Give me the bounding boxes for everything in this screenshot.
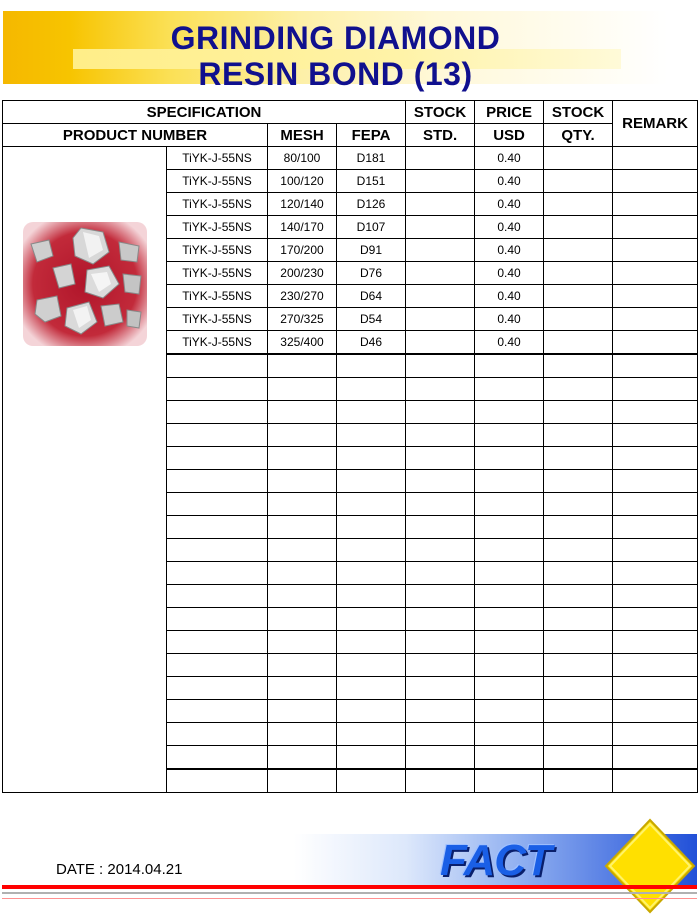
cell-price: [475, 493, 544, 516]
cell-remark: [613, 654, 698, 677]
cell-stock-std: [406, 331, 475, 355]
cell-remark: [613, 147, 698, 170]
footer-gray-rule: [2, 892, 697, 894]
cell-fepa: [337, 539, 406, 562]
title-banner: [3, 11, 668, 92]
cell-mesh: 325/400: [268, 331, 337, 355]
cell-stock-qty: [544, 354, 613, 378]
cell-stock-qty: [544, 378, 613, 401]
cell-product: [167, 424, 268, 447]
cell-stock-std: [406, 493, 475, 516]
page-title-line-2: RESIN BOND (13): [198, 56, 473, 92]
cell-remark: [613, 193, 698, 216]
cell-product: [167, 769, 268, 793]
header-stock-std-bottom: STD.: [406, 124, 475, 147]
cell-stock-qty: [544, 654, 613, 677]
cell-product: TiYK-J-55NS: [167, 262, 268, 285]
cell-remark: [613, 493, 698, 516]
yellow-diamond-logo-icon: [604, 818, 696, 914]
cell-fepa: [337, 493, 406, 516]
cell-price: 0.40: [475, 239, 544, 262]
header-product-number: PRODUCT NUMBER: [3, 124, 268, 147]
cell-fepa: D64: [337, 285, 406, 308]
cell-product: TiYK-J-55NS: [167, 239, 268, 262]
cell-stock-std: [406, 631, 475, 654]
cell-stock-qty: [544, 447, 613, 470]
cell-price: 0.40: [475, 147, 544, 170]
date-label: DATE : 2014.04.21: [56, 861, 183, 878]
cell-fepa: [337, 516, 406, 539]
cell-price: 0.40: [475, 331, 544, 355]
cell-stock-qty: [544, 585, 613, 608]
cell-price: [475, 378, 544, 401]
cell-price: [475, 608, 544, 631]
cell-price: [475, 677, 544, 700]
cell-remark: [613, 723, 698, 746]
product-photo-cell: [3, 147, 167, 793]
cell-remark: [613, 677, 698, 700]
cell-product: TiYK-J-55NS: [167, 147, 268, 170]
cell-mesh: [268, 539, 337, 562]
cell-product: [167, 470, 268, 493]
cell-price: [475, 631, 544, 654]
cell-fepa: [337, 631, 406, 654]
cell-remark: [613, 170, 698, 193]
cell-stock-qty: [544, 493, 613, 516]
cell-remark: [613, 216, 698, 239]
cell-price: [475, 562, 544, 585]
cell-stock-qty: [544, 308, 613, 331]
cell-stock-qty: [544, 401, 613, 424]
header-price-top: PRICE: [475, 101, 544, 124]
cell-mesh: [268, 631, 337, 654]
cell-mesh: [268, 493, 337, 516]
header-specification: SPECIFICATION: [3, 101, 406, 124]
cell-product: [167, 539, 268, 562]
cell-fepa: D151: [337, 170, 406, 193]
cell-stock-std: [406, 239, 475, 262]
cell-stock-std: [406, 700, 475, 723]
cell-remark: [613, 631, 698, 654]
cell-price: [475, 447, 544, 470]
cell-product: TiYK-J-55NS: [167, 193, 268, 216]
cell-price: [475, 539, 544, 562]
cell-mesh: 270/325: [268, 308, 337, 331]
cell-mesh: [268, 562, 337, 585]
cell-remark: [613, 331, 698, 355]
cell-stock-std: [406, 285, 475, 308]
cell-fepa: [337, 470, 406, 493]
cell-stock-std: [406, 516, 475, 539]
cell-fepa: D126: [337, 193, 406, 216]
cell-fepa: D107: [337, 216, 406, 239]
cell-stock-qty: [544, 746, 613, 770]
cell-mesh: [268, 354, 337, 378]
cell-product: [167, 654, 268, 677]
cell-mesh: [268, 769, 337, 793]
cell-product: [167, 677, 268, 700]
cell-product: [167, 631, 268, 654]
cell-price: [475, 470, 544, 493]
cell-product: [167, 746, 268, 770]
cell-stock-qty: [544, 147, 613, 170]
cell-stock-std: [406, 216, 475, 239]
cell-product: TiYK-J-55NS: [167, 285, 268, 308]
cell-stock-std: [406, 562, 475, 585]
header-remark: REMARK: [613, 101, 698, 147]
cell-fepa: [337, 424, 406, 447]
cell-mesh: 80/100: [268, 147, 337, 170]
header-mesh: MESH: [268, 124, 337, 147]
cell-stock-std: [406, 262, 475, 285]
cell-fepa: [337, 401, 406, 424]
cell-stock-std: [406, 447, 475, 470]
cell-stock-qty: [544, 262, 613, 285]
cell-stock-std: [406, 193, 475, 216]
cell-price: [475, 746, 544, 770]
cell-mesh: [268, 677, 337, 700]
cell-product: [167, 608, 268, 631]
cell-price: [475, 654, 544, 677]
cell-mesh: 230/270: [268, 285, 337, 308]
cell-stock-qty: [544, 516, 613, 539]
cell-fepa: [337, 562, 406, 585]
cell-stock-std: [406, 585, 475, 608]
header-price-bottom: USD: [475, 124, 544, 147]
diamond-crystals-photo: [23, 222, 147, 346]
cell-remark: [613, 769, 698, 793]
cell-price: [475, 769, 544, 793]
cell-product: TiYK-J-55NS: [167, 170, 268, 193]
cell-product: [167, 723, 268, 746]
cell-price: 0.40: [475, 216, 544, 239]
specification-table: [2, 100, 698, 793]
cell-remark: [613, 308, 698, 331]
cell-remark: [613, 447, 698, 470]
cell-price: [475, 516, 544, 539]
cell-price: [475, 424, 544, 447]
cell-mesh: 120/140: [268, 193, 337, 216]
cell-remark: [613, 470, 698, 493]
cell-stock-std: [406, 539, 475, 562]
cell-remark: [613, 378, 698, 401]
header-fepa: FEPA: [337, 124, 406, 147]
header-stock-std-top: STOCK: [406, 101, 475, 124]
cell-stock-std: [406, 746, 475, 770]
cell-remark: [613, 562, 698, 585]
cell-remark: [613, 401, 698, 424]
cell-remark: [613, 539, 698, 562]
cell-stock-qty: [544, 608, 613, 631]
cell-mesh: [268, 700, 337, 723]
cell-stock-qty: [544, 769, 613, 793]
cell-stock-qty: [544, 285, 613, 308]
cell-stock-std: [406, 470, 475, 493]
cell-product: TiYK-J-55NS: [167, 308, 268, 331]
cell-stock-std: [406, 354, 475, 378]
cell-price: [475, 354, 544, 378]
cell-stock-std: [406, 378, 475, 401]
cell-mesh: [268, 585, 337, 608]
cell-stock-qty: [544, 539, 613, 562]
cell-product: [167, 447, 268, 470]
cell-mesh: [268, 608, 337, 631]
cell-remark: [613, 239, 698, 262]
cell-remark: [613, 700, 698, 723]
cell-mesh: 100/120: [268, 170, 337, 193]
cell-product: [167, 562, 268, 585]
cell-fepa: D181: [337, 147, 406, 170]
cell-stock-std: [406, 654, 475, 677]
cell-fepa: [337, 677, 406, 700]
cell-product: [167, 378, 268, 401]
cell-remark: [613, 262, 698, 285]
cell-mesh: [268, 723, 337, 746]
cell-mesh: [268, 424, 337, 447]
cell-fepa: [337, 700, 406, 723]
cell-remark: [613, 585, 698, 608]
cell-mesh: [268, 447, 337, 470]
cell-price: [475, 585, 544, 608]
cell-stock-std: [406, 424, 475, 447]
cell-remark: [613, 608, 698, 631]
cell-stock-qty: [544, 424, 613, 447]
cell-stock-std: [406, 170, 475, 193]
cell-product: [167, 516, 268, 539]
cell-remark: [613, 746, 698, 770]
cell-remark: [613, 354, 698, 378]
cell-price: 0.40: [475, 308, 544, 331]
cell-stock-std: [406, 677, 475, 700]
cell-stock-std: [406, 401, 475, 424]
cell-mesh: [268, 516, 337, 539]
cell-mesh: [268, 401, 337, 424]
cell-mesh: [268, 378, 337, 401]
footer-red-rule: [2, 885, 697, 889]
cell-mesh: 170/200: [268, 239, 337, 262]
cell-mesh: 200/230: [268, 262, 337, 285]
cell-stock-qty: [544, 631, 613, 654]
cell-product: [167, 401, 268, 424]
cell-stock-qty: [544, 700, 613, 723]
cell-product: [167, 493, 268, 516]
cell-stock-std: [406, 723, 475, 746]
cell-mesh: 140/170: [268, 216, 337, 239]
page-title-line-1: GRINDING DIAMOND: [170, 20, 501, 56]
cell-stock-qty: [544, 331, 613, 355]
cell-price: 0.40: [475, 285, 544, 308]
cell-price: [475, 401, 544, 424]
cell-fepa: [337, 746, 406, 770]
cell-stock-qty: [544, 723, 613, 746]
cell-product: TiYK-J-55NS: [167, 216, 268, 239]
cell-stock-std: [406, 147, 475, 170]
cell-fepa: [337, 447, 406, 470]
cell-price: [475, 700, 544, 723]
cell-mesh: [268, 746, 337, 770]
cell-stock-std: [406, 308, 475, 331]
cell-stock-qty: [544, 677, 613, 700]
cell-fepa: [337, 354, 406, 378]
cell-fepa: [337, 723, 406, 746]
cell-remark: [613, 516, 698, 539]
cell-stock-qty: [544, 216, 613, 239]
cell-product: [167, 354, 268, 378]
cell-price: [475, 723, 544, 746]
cell-mesh: [268, 654, 337, 677]
cell-remark: [613, 424, 698, 447]
table-row: [3, 147, 698, 170]
cell-remark: [613, 285, 698, 308]
cell-fepa: D91: [337, 239, 406, 262]
header-stock-qty-top: STOCK: [544, 101, 613, 124]
cell-stock-qty: [544, 170, 613, 193]
cell-fepa: D76: [337, 262, 406, 285]
cell-stock-qty: [544, 562, 613, 585]
footer-thin-red-rule: [2, 898, 697, 899]
cell-stock-qty: [544, 193, 613, 216]
cell-stock-qty: [544, 239, 613, 262]
cell-product: [167, 585, 268, 608]
cell-stock-std: [406, 608, 475, 631]
cell-stock-qty: [544, 470, 613, 493]
fact-logo-text: FACT: [440, 836, 551, 885]
cell-price: 0.40: [475, 170, 544, 193]
cell-fepa: [337, 769, 406, 793]
cell-mesh: [268, 470, 337, 493]
cell-fepa: D46: [337, 331, 406, 355]
cell-fepa: [337, 378, 406, 401]
cell-product: TiYK-J-55NS: [167, 331, 268, 355]
cell-fepa: [337, 608, 406, 631]
cell-fepa: D54: [337, 308, 406, 331]
cell-stock-std: [406, 769, 475, 793]
cell-product: [167, 700, 268, 723]
cell-price: 0.40: [475, 262, 544, 285]
header-stock-qty-bottom: QTY.: [544, 124, 613, 147]
cell-price: 0.40: [475, 193, 544, 216]
cell-fepa: [337, 585, 406, 608]
cell-fepa: [337, 654, 406, 677]
